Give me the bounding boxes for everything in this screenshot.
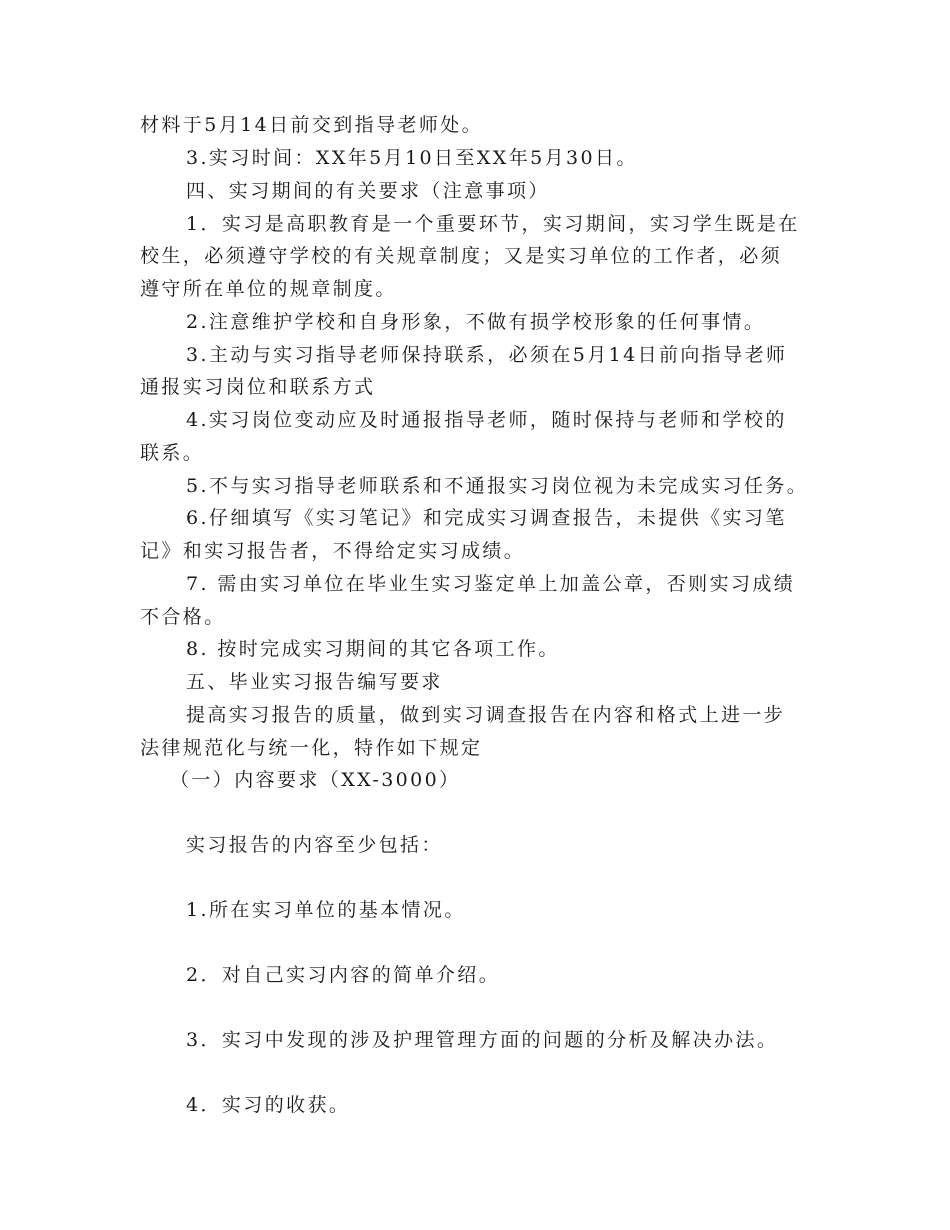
list-item: 3．实习中发现的涉及护理管理方面的问题的分析及解决办法。 <box>186 1029 779 1051</box>
list-item: 2．对自己实习内容的简单介绍。 <box>186 964 501 986</box>
paragraph-line: 2.注意维护学校和自身形象，不做有损学校形象的任何事情。 <box>186 311 766 333</box>
section-heading: 五、毕业实习报告编写要求 <box>186 671 443 693</box>
paragraph-line: 遵守所在单位的规章制度。 <box>140 278 397 300</box>
paragraph-line: 5.不与实习指导老师联系和不通报实习岗位视为未完成实习任务。 <box>186 475 809 497</box>
section-heading: 四、实习期间的有关要求（注意事项） <box>186 180 550 202</box>
paragraph-line: 4.实习岗位变动应及时通报指导老师，随时保持与老师和学校的 <box>186 409 787 431</box>
paragraph-line: 提高实习报告的质量，做到实习调查报告在内容和格式上进一步 <box>186 704 786 726</box>
paragraph-line: 6.仔细填写《实习笔记》和完成实习调查报告，未提供《实习笔 <box>186 507 787 529</box>
paragraph-line: 8. 按时完成实习期间的其它各项工作。 <box>186 638 560 660</box>
paragraph-line: 实习报告的内容至少包括： <box>186 834 443 856</box>
paragraph-line: 记》和实习报告者，不得给定实习成绩。 <box>140 540 526 562</box>
paragraph-line: 材料于5月14日前交到指导老师处。 <box>140 114 484 136</box>
paragraph-line: 联系。 <box>140 442 205 464</box>
subsection-heading: （一）内容要求（XX-3000） <box>170 769 461 791</box>
list-item: 1.所在实习单位的基本情况。 <box>186 899 466 921</box>
paragraph-line: 通报实习岗位和联系方式 <box>140 376 376 398</box>
list-item: 4．实习的收获。 <box>186 1094 351 1116</box>
paragraph-line: 不合格。 <box>140 606 226 628</box>
paragraph-line: 3.主动与实习指导老师保持联系，必须在5月14日前向指导老师 <box>186 344 788 366</box>
paragraph-line: 1．实习是高职教育是一个重要环节，实习期间，实习学生既是在 <box>186 213 800 235</box>
paragraph-line: 校生，必须遵守学校的有关规章制度；又是实习单位的工作者，必须 <box>140 245 783 267</box>
paragraph-line: 7. 需由实习单位在毕业生实习鉴定单上加盖公章，否则实习成绩 <box>186 573 796 595</box>
paragraph-line: 法律规范化与统一化，特作如下规定 <box>140 737 483 759</box>
paragraph-line: 3.实习时间：XX年5月10日至XX年5月30日。 <box>186 147 638 169</box>
